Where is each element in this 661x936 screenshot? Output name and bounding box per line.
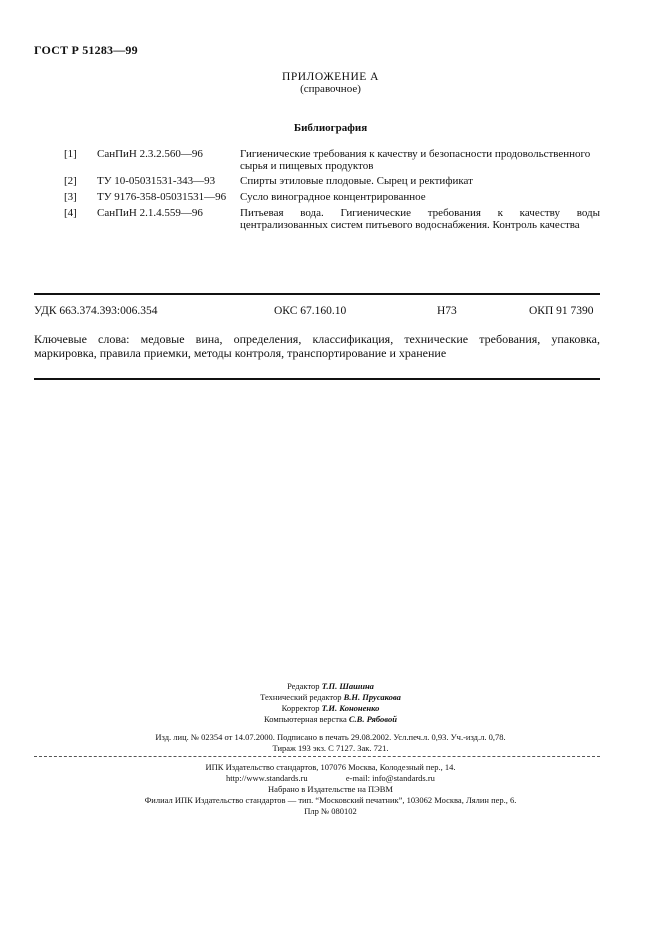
annex-subtitle: (справочное) [300, 83, 361, 95]
credit-label: Корректор [281, 703, 320, 713]
entry-number: [1] [64, 148, 77, 160]
oks-code: ОКС 67.160.10 [274, 305, 347, 317]
credit-name: Т.П. Шашина [321, 681, 374, 691]
entry-number: [4] [64, 207, 77, 219]
bibliography-title: Библиография [293, 122, 368, 134]
entry-number: [2] [64, 175, 77, 187]
credit-layout [0, 714, 661, 725]
entry-code: СанПиН 2.1.4.559—96 [97, 207, 203, 219]
entry-title-line: централизованных систем питьевого водоснабжения. Контроль качества [240, 219, 580, 231]
keywords: Ключевые слова: медовые вина, определения, классификация, технические требования, упаковка, маркировка, правила приемки, методы контроля, транспортирование и хранение [34, 332, 600, 360]
udk-code: УДК 663.374.393:006.354 [34, 305, 158, 317]
credit-label: Компьютерная верстка [264, 714, 347, 724]
entry-code: ТУ 9176-358-05031531—96 [97, 191, 227, 203]
publisher-website: http://www.standards.ru [226, 773, 308, 783]
publisher-line: Филиал ИПК Издательство стандартов — тип. “Московский печатник”, 103062 Москва, Лялин пер., 6. [144, 795, 517, 805]
credit-name: Т.И. Кононенко [321, 703, 380, 713]
credit-label: Редактор [287, 681, 320, 691]
bottom-divider [34, 378, 600, 380]
credit-corrector [0, 703, 661, 714]
publication-info-line: Изд. лиц. № 02354 от 14.07.2000. Подписано в печать 29.08.2002. Усл.печ.л. 0,93. Уч.-изд.л. 0,78. [155, 732, 506, 742]
credit-name: С.В. Рябовой [348, 714, 397, 724]
entry-code: ТУ 10-05031531-343—93 [97, 175, 216, 187]
entry-title-line: Сусло виноградное концентрированное [240, 191, 426, 203]
publisher-line: ИПК Издательство стандартов, 107076 Москва, Колодезный пер., 14. [205, 762, 456, 772]
dashed-divider [34, 756, 600, 757]
okp-code: ОКП 91 7390 [529, 305, 594, 317]
credit-editor [0, 681, 661, 692]
annex-title: ПРИЛОЖЕНИЕ А [282, 71, 379, 83]
publisher-line: Плр № 080102 [304, 806, 357, 816]
entry-title-line: сырья и пищевых продуктов [240, 160, 374, 172]
group-code: Н73 [437, 305, 457, 317]
standard-header: ГОСТ Р 51283—99 [34, 43, 138, 57]
entry-number: [3] [64, 191, 77, 203]
credit-tech-editor [0, 692, 661, 703]
entry-title [240, 207, 600, 231]
entry-title [240, 191, 600, 203]
entry-code: СанПиН 2.3.2.560—96 [97, 148, 203, 160]
entry-title-line: Гигиенические требования к качеству и безопасности продовольственного [240, 148, 591, 160]
entry-title [240, 175, 600, 187]
publication-info-line: Тираж 193 экз. С 7127. Зак. 721. [272, 743, 389, 753]
credit-name: В.Н. Прусакова [343, 692, 401, 702]
top-divider [34, 293, 600, 295]
publisher-email: e-mail: info@standards.ru [345, 773, 435, 783]
publisher-line: Набрано в Издательстве на ПЭВМ [268, 784, 393, 794]
entry-title [240, 148, 600, 172]
credit-label: Технический редактор [260, 692, 342, 702]
entry-title-line: Питьевая вода. Гигиенические требования к качеству воды [240, 207, 600, 219]
publisher-contacts [0, 773, 661, 784]
entry-title-line: Спирты этиловые плодовые. Сырец и ректификат [240, 175, 473, 187]
